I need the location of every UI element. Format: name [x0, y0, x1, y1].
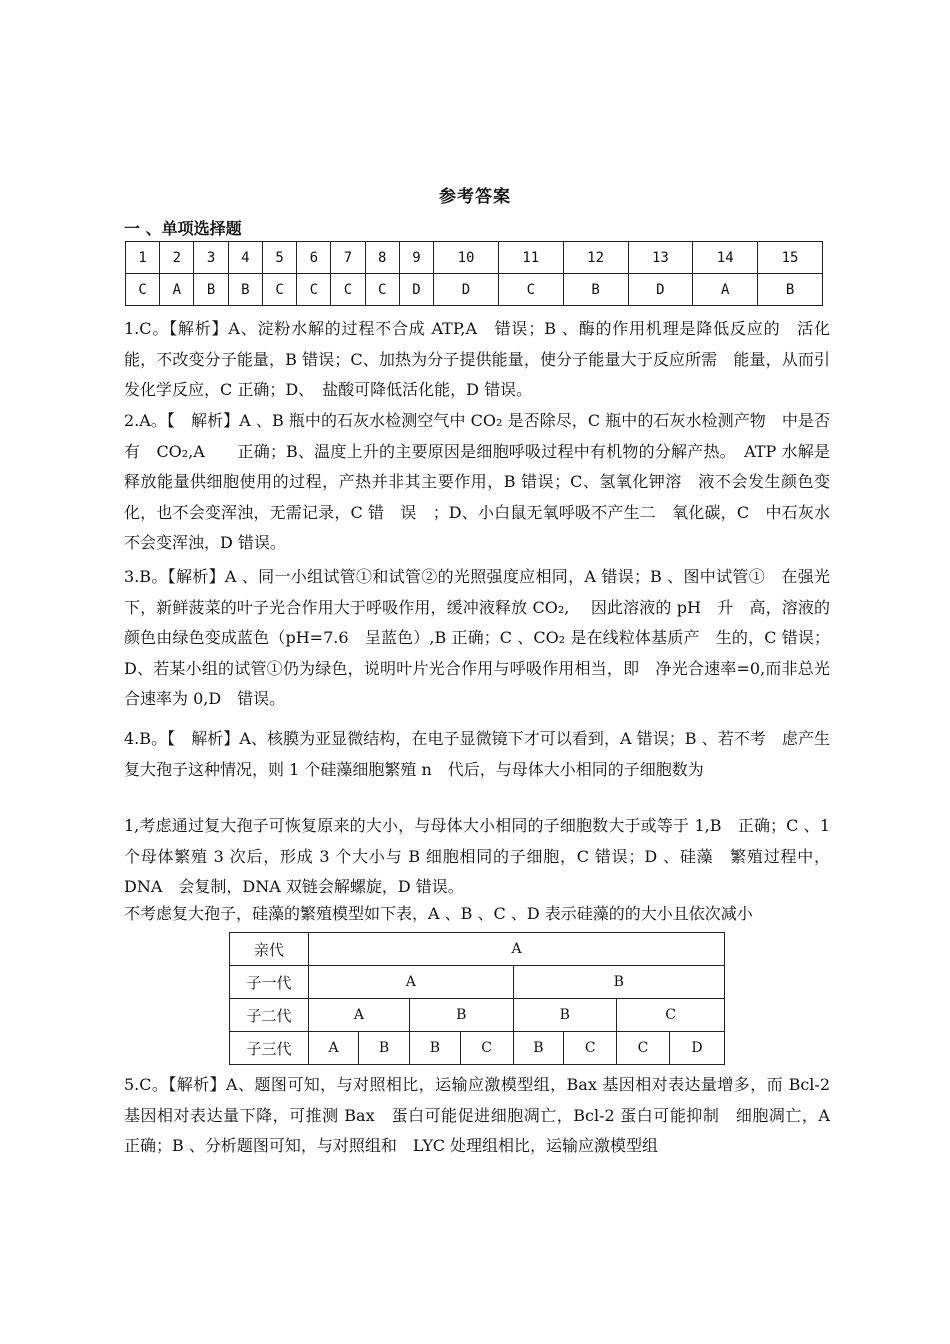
table-cell: B: [513, 1032, 564, 1065]
reproduction-model-table: [229, 932, 725, 1065]
answer-letter: C: [365, 274, 399, 306]
generation-label: 子二代: [230, 999, 309, 1032]
generation-label: 亲代: [230, 933, 309, 966]
answer-letter: C: [126, 274, 160, 306]
answer-letter: B: [228, 274, 262, 306]
table-cell: B: [409, 1032, 460, 1065]
answer-letter: C: [498, 274, 563, 306]
table-cell: D: [669, 1032, 724, 1065]
table-row: [230, 999, 725, 1032]
table-cell: C: [460, 1032, 513, 1065]
answer-letter: C: [262, 274, 296, 306]
explanation-4-part-1: 4.B。【 解析】A、核膜为亚显微结构，在电子显微镜下才可以看到，A 错误；B 、若不考 虑产生复大孢子这种情况，则 1 个硅藻细胞繁殖 n 代后，与母体大小相同的子细胞数为: [124, 729, 830, 779]
table-cell: A: [309, 999, 410, 1032]
table-cell: A: [309, 966, 514, 999]
table-cell: B: [409, 999, 513, 1032]
table-cell: C: [617, 999, 725, 1032]
table-cell: C: [564, 1032, 617, 1065]
question-number: 9: [399, 242, 433, 274]
question-number: 1: [126, 242, 160, 274]
answer-letter: D: [628, 274, 693, 306]
table-cell: A: [309, 1032, 359, 1065]
explanation-2: 2.A。【 解析】A 、B 瓶中的石灰水检测空气中 CO₂ 是否除尽，C 瓶中的石灰水检测产物 中是否有 CO₂,A 正确；B、温度上升的主要原因是细胞呼吸过程中有机物的分解产热。 ATP 水解是释放能量供细胞使用的过程，产热并非其主要作用，B 错误；C、氢氧化钾溶 液不会发生颜色变化，也不会变浑浊，无需记录，C 错 误 ；D、小白鼠无氧呼吸不产生二 氧化碳，C 中石灰水不会变浑浊，D 错误。: [124, 411, 830, 552]
answer-number-row: [126, 242, 823, 274]
explanation-3: 3.B。【解析】A 、同一小组试管①和试管②的光照强度应相同，A 错误；B 、图中试管① 在强光下，新鲜菠菜的叶子光合作用大于呼吸作用，缓冲液释放 CO₂, 因此溶液的 pH 升 高，溶液的颜色由绿色变成蓝色（pH=7.6 呈蓝色）,B 正确；C 、CO₂ 是在线粒体基质产 生的，C 错误；D、若某小组的试管①仍为绿色，说明叶片光合作用与呼吸作用相当，即 净光合速率=0,而非总光合速率为 0,D 错误。: [124, 567, 830, 708]
table-cell: B: [359, 1032, 410, 1065]
question-number: 7: [331, 242, 365, 274]
question-number: 5: [262, 242, 296, 274]
question-number: 15: [758, 242, 823, 274]
answer-letter: D: [399, 274, 433, 306]
explanation-1: 1.C。【解析】A、淀粉水解的过程不合成 ATP,A 错误；B 、酶的作用机理是降低反应的 活化能，不改变分子能量，B 错误；C、加热为分子提供能量，使分子能量大于反应所需 能量，从而引发化学反应，C 正确；D、 盐酸可降低活化能，D 错误。: [124, 319, 830, 399]
question-number: 2: [160, 242, 194, 274]
answer-letter: A: [160, 274, 194, 306]
answer-letter: B: [758, 274, 823, 306]
question-number: 13: [628, 242, 693, 274]
question-number: 3: [194, 242, 228, 274]
question-number: 4: [228, 242, 262, 274]
explanation-4-part-2: 1,考虑通过复大孢子可恢复原来的大小，与母体大小相同的子细胞数大于或等于 1,B 正确；C 、1 个母体繁殖 3 次后，形成 3 个大小与 B 细胞相同的子细胞，C 错误；D 、硅藻 繁殖过程中，DNA 会复制，DNA 双链会解螺旋，D 错误。: [124, 816, 830, 896]
answer-table: [125, 241, 823, 306]
table-cell: B: [513, 966, 724, 999]
generation-label: 子一代: [230, 966, 309, 999]
answer-letter: A: [693, 274, 758, 306]
table-cell: C: [617, 1032, 670, 1065]
table-cell: A: [309, 933, 725, 966]
answer-letter: C: [331, 274, 365, 306]
answer-letter: B: [563, 274, 628, 306]
explanation-5: 5.C。【解析】A、题图可知，与对照相比，运输应激模型组，Bax 基因相对表达量增多，而 Bcl-2 基因相对表达量下降，可推测 Bax 蛋白可能促进细胞凋亡，Bcl-2 蛋白可能抑制 细胞凋亡，A 正确；B 、分析题图可知，与对照组和 LYC 处理组相比，运输应激模型组: [124, 1075, 847, 1155]
section-heading: 一 、单项选择题: [124, 219, 242, 238]
table-caption: 不考虑复大孢子，硅藻的繁殖模型如下表，A 、B 、C 、D 表示硅藻的的大小且依次减小: [124, 904, 753, 923]
question-number: 10: [434, 242, 499, 274]
generation-label: 子三代: [230, 1032, 309, 1065]
answer-letter: D: [434, 274, 499, 306]
answer-letter-row: [126, 274, 823, 306]
question-number: 12: [563, 242, 628, 274]
table-row: [230, 933, 725, 966]
question-number: 8: [365, 242, 399, 274]
page-title: 参考答案: [439, 187, 511, 207]
table-cell: B: [513, 999, 617, 1032]
table-row: [230, 1032, 725, 1065]
question-number: 6: [297, 242, 331, 274]
question-number: 14: [693, 242, 758, 274]
table-row: [230, 966, 725, 999]
answer-letter: B: [194, 274, 228, 306]
answer-letter: C: [297, 274, 331, 306]
question-number: 11: [498, 242, 563, 274]
